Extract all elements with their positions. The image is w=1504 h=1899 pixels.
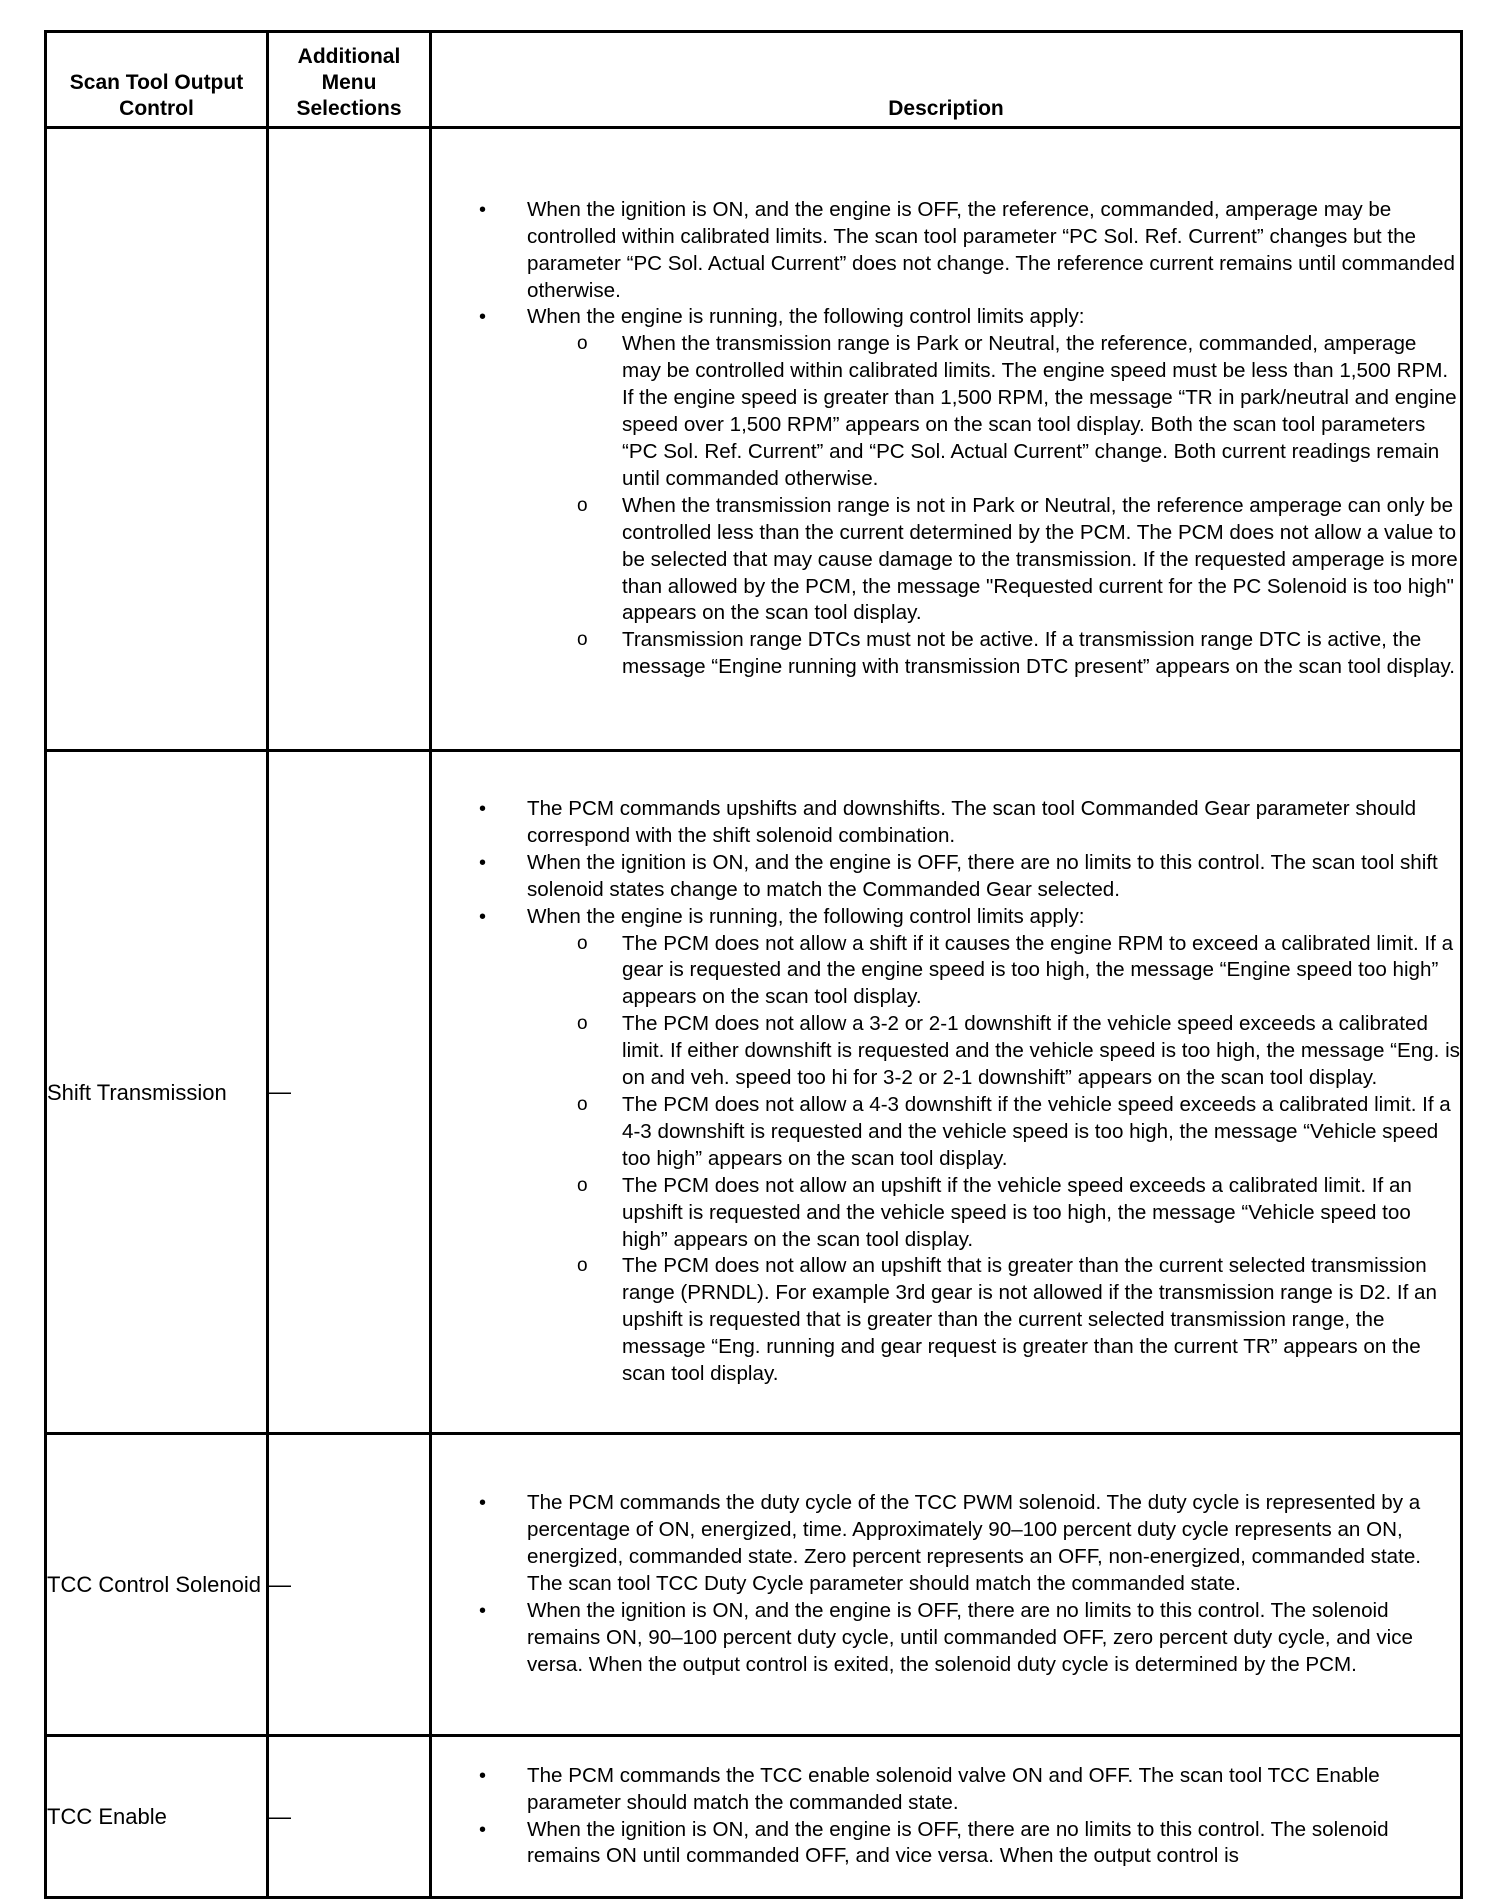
bullet-list [432, 1490, 1460, 1678]
sub-bullet-item: o The PCM does not allow a shift if it causes the engine RPM to exceed a calibrated limit. If a gear is requested and the engine speed is too high, the message “Engine speed too high” appears on the scan tool display. [622, 931, 1460, 1012]
sub-bullet-item: o The PCM does not allow an upshift that is greater than the current selected transmission range (PRNDL). For example 3rd gear is not allowed if the transmission range is D2. If an upshift is requested that is greater than the current selected transmission range, the message “Eng. running and gear request is greater than the current TR” appears on the scan tool display. [622, 1253, 1460, 1388]
sub-bullet-item: o The PCM does not allow a 4-3 downshift if the vehicle speed exceeds a calibrated limit. If a 4-3 downshift is requested and the vehicle speed is too high, the message “Vehicle speed too high” appears on the scan tool display. [622, 1092, 1460, 1173]
bullet-text: The PCM commands the duty cycle of the TCC PWM solenoid. The duty cycle is represented by a percentage of ON, energized, time. Approximately 90–100 percent duty cycle represents an ON, energized, commanded state. Zero percent represents an OFF, non-energized, commanded state. The scan tool TCC Duty Cycle parameter should match the commanded state. [527, 1491, 1422, 1596]
bullet-item [527, 1763, 1460, 1817]
table-row [46, 751, 1462, 1434]
menu-selection: — [268, 1736, 431, 1898]
bullet-item [527, 904, 1460, 1388]
sub-bullet-item: o The PCM does not allow an upshift if the vehicle speed exceeds a calibrated limit. If an upshift is requested and the vehicle speed is too high, the message “Vehicle speed too high” appears on the scan tool display. [622, 1173, 1460, 1254]
menu-selection [268, 128, 431, 751]
bullet-text: The PCM commands the TCC enable solenoid valve ON and OFF. The scan tool TCC Enable parameter should match the commanded state. [527, 1763, 1380, 1814]
output-control-name: Shift Transmission [46, 751, 268, 1434]
bullet-text: When the ignition is ON, and the engine is OFF, there are no limits to this control. The solenoid remains ON, 90–100 percent duty cycle, until commanded OFF, zero percent duty cycle, and vice versa. When the output control is exited, the solenoid duty cycle is determined by the PCM. [527, 1598, 1413, 1676]
table-row [46, 1736, 1462, 1898]
bullet-text: The PCM commands upshifts and downshifts. The scan tool Commanded Gear parameter should correspond with the shift solenoid combination. [527, 797, 1417, 847]
output-control-name: TCC Control Solenoid [46, 1434, 268, 1736]
header-scan-tool-output-control: Scan Tool Output Control [46, 32, 268, 128]
sub-bullet-item: o When the transmission range is not in Park or Neutral, the reference amperage can only be controlled less than the current determined by the PCM. The PCM does not allow a value to be selected that may cause damage to the transmission. If the requested amperage is more than allowed by the PCM, the message "Requested current for the PC Solenoid is too high" appears on the scan tool display. [622, 493, 1460, 628]
bullet-text: When the engine is running, the following control limits apply: [527, 305, 1085, 329]
bullet-text: When the engine is running, the following control limits apply: [527, 904, 1085, 928]
header-additional-menu-selections: Additional Menu Selections [268, 32, 431, 128]
sub-bullet-item: o The PCM does not allow a 3-2 or 2-1 downshift if the vehicle speed exceeds a calibrated limit. If either downshift is requested and the vehicle speed is too high, the message “Eng. is on and veh. speed too hi for 3-2 or 2-1 downshift” appears on the scan tool display. [622, 1011, 1460, 1092]
description-cell [431, 1434, 1462, 1736]
bullet-text: When the ignition is ON, and the engine is OFF, the reference, commanded, amperage may be controlled within calibrated limits. The scan tool parameter “PC Sol. Ref. Current” changes but the parameter “PC Sol. Actual Current” does not change. The reference current remains until commanded otherwise. [527, 197, 1455, 302]
description-cell [431, 751, 1462, 1434]
bullet-text: When the ignition is ON, and the engine is OFF, there are no limits to this control. The solenoid remains ON until commanded OFF, and vice versa. When the output control is [527, 1817, 1389, 1868]
bullet-list [432, 197, 1460, 681]
bullet-item [527, 304, 1460, 681]
table-row [46, 128, 1462, 751]
bullet-list [432, 1763, 1460, 1871]
bullet-list [432, 796, 1460, 1388]
bullet-item [527, 197, 1460, 305]
menu-selection: — [268, 751, 431, 1434]
sub-bullet-item: o Transmission range DTCs must not be active. If a transmission range DTC is active, the message “Engine running with transmission DTC present” appears on the scan tool display. [622, 627, 1460, 681]
description-cell [431, 128, 1462, 751]
description-cell [431, 1736, 1462, 1898]
output-control-table [44, 30, 1463, 1899]
output-control-name: TCC Enable [46, 1736, 268, 1898]
menu-selection: — [268, 1434, 431, 1736]
sub-bullet-list [527, 331, 1460, 681]
bullet-item [527, 1490, 1460, 1598]
bullet-text: When the ignition is ON, and the engine is OFF, there are no limits to this control. The scan tool shift solenoid states change to match the Commanded Gear selected. [527, 850, 1438, 901]
sub-bullet-list [527, 931, 1460, 1388]
output-control-name [46, 128, 268, 751]
bullet-item [527, 796, 1460, 850]
bullet-item [527, 1817, 1460, 1871]
bullet-item [527, 850, 1460, 904]
bullet-item [527, 1598, 1460, 1679]
header-row [46, 32, 1462, 128]
sub-bullet-item: o When the transmission range is Park or Neutral, the reference, commanded, amperage may be controlled within calibrated limits. The engine speed must be less than 1,500 RPM. If the engine speed is greater than 1,500 RPM, the message “TR in park/neutral and engine speed over 1,500 RPM” appears on the scan tool display. Both the scan tool parameters “PC Sol. Ref. Current” and “PC Sol. Actual Current” change. Both current readings remain until commanded otherwise. [622, 331, 1460, 492]
table-row [46, 1434, 1462, 1736]
header-description: Description [431, 32, 1462, 128]
